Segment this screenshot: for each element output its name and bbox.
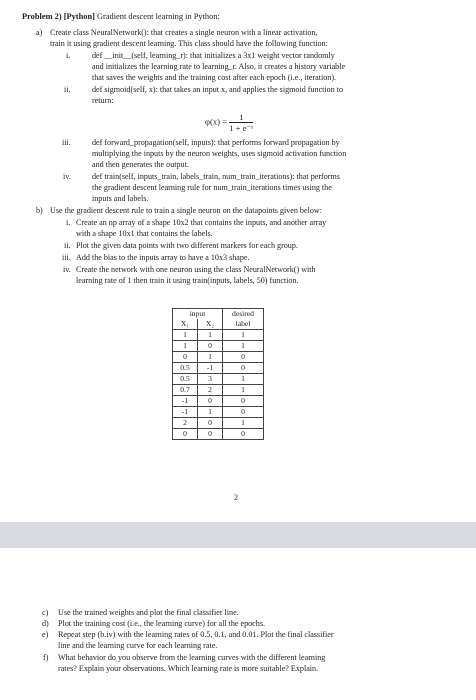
table-header-row — [173, 309, 264, 320]
cell-label: 1 — [223, 330, 264, 341]
part-b-item-iv-line-1: Create the network with one neuron using the class NeuralNetwork() with — [76, 265, 316, 274]
problem-heading — [22, 12, 220, 21]
cell-label: 1 — [223, 418, 264, 429]
cell-x2: 0 — [198, 341, 223, 352]
cell-x1: 0 — [173, 429, 198, 440]
part-a-item-iv-num: iv. — [63, 172, 71, 181]
part-d-line-1: Plot the training cost (i.e., the learning curve) for all the epochs. — [58, 619, 265, 628]
document-page-2 — [0, 548, 476, 700]
part-a-item-iii-num: iii. — [62, 138, 71, 147]
formula-fraction — [229, 112, 253, 133]
part-a-item-i-line-1: def __init__(self, learning_r): that initializes a 3x1 weight vector randomly — [92, 51, 335, 60]
problem-label: Problem 2) [Python] — [22, 12, 95, 21]
cell-x2: -1 — [198, 363, 223, 374]
part-a-item-iv-line-2: the gradient descent learning rule for num_train_iterations times using the — [92, 183, 332, 192]
formula-denominator: 1 + e⁻ˣ — [229, 123, 254, 133]
table-subheader-row — [173, 319, 264, 330]
part-a-item-i-line-3: that saves the weights and the training cost after each epoch (i.e., iteration). — [92, 73, 337, 82]
cell-x1: 1 — [173, 330, 198, 341]
header-x1: X₁ — [173, 319, 198, 330]
table-row — [173, 418, 264, 429]
part-f-letter: f) — [43, 653, 49, 662]
table-row — [173, 352, 264, 363]
formula-lhs: φ(x) = — [205, 116, 227, 127]
part-a-line-1: Create class NeuralNetwork(): that creates a single neuron with a linear activation, — [50, 28, 318, 37]
cell-x1: -1 — [173, 407, 198, 418]
part-a-item-iv-line-3: inputs and labels. — [92, 194, 149, 203]
page-separator — [0, 522, 476, 548]
part-e-line-1: Repeat step (b.iv) with the learning rates of 0.5, 0.1, and 0.01. Plot the final classifier — [58, 630, 334, 639]
header-x2: X₂ — [198, 319, 223, 330]
table-row — [173, 374, 264, 385]
cell-x2: 0 — [198, 429, 223, 440]
cell-x1: 2 — [173, 418, 198, 429]
table-row — [173, 429, 264, 440]
part-b-intro: Use the gradient descent rule to train a single neuron on the datapoints given below: — [50, 206, 322, 215]
part-a-item-iii-line-2: multiplying the inputs by the neuron weights, uses sigmoid activation function — [92, 149, 347, 158]
part-b-item-ii-line-1: Plot the given data points with two different markers for each group. — [76, 241, 298, 250]
part-b-item-i-num: i. — [66, 218, 71, 227]
part-a-item-ii-num: ii. — [64, 85, 71, 94]
cell-x1: 1 — [173, 341, 198, 352]
part-b-letter: b) — [36, 206, 43, 215]
part-c-line-1: Use the trained weights and plot the final classifier line. — [58, 608, 239, 617]
part-e-line-2: line and the learning curve for each learning rate. — [58, 641, 218, 650]
table-row — [173, 396, 264, 407]
sigmoid-formula — [205, 112, 253, 133]
table-row — [173, 407, 264, 418]
part-a-line-2: train it using gradient descent learning. This class should have the following function: — [50, 39, 328, 48]
header-input: input — [173, 309, 223, 320]
cell-x2: 3 — [198, 374, 223, 385]
part-a-item-iii-line-3: and then generates the output. — [92, 160, 189, 169]
cell-x1: -1 — [173, 396, 198, 407]
cell-label: 1 — [223, 374, 264, 385]
part-a-letter: a) — [36, 28, 43, 37]
formula-numerator: 1 — [229, 112, 253, 123]
cell-label: 0 — [223, 429, 264, 440]
table-row — [173, 330, 264, 341]
cell-label: 0 — [223, 363, 264, 374]
part-d-letter: d) — [42, 619, 49, 628]
cell-label: 0 — [223, 396, 264, 407]
header-label: label — [223, 319, 264, 330]
part-a-item-ii-line-2: return: — [92, 96, 114, 105]
part-b-item-iii-line-1: Add the bias to the inputs array to have a 10x3 shape. — [76, 253, 250, 262]
part-b-item-iv-line-2: learning rate of 1 then train it using train(inputs, labels, 50) function. — [76, 276, 299, 285]
part-a-item-i-line-2: and initializes the learning rate to learning_r. Also, it creates a history variable — [92, 62, 346, 71]
part-a-item-iv-line-1: def train(self, inputs_train, labels_train, num_train_iterations): that performs — [92, 172, 340, 181]
part-f-line-2: rates? Explain your observations. Which learning rate is more suitable? Explain. — [58, 664, 319, 673]
part-b-item-i-line-1: Create an np array of a shape 10x2 that contains the inputs, and another array — [76, 218, 327, 227]
table-row — [173, 363, 264, 374]
cell-x2: 1 — [198, 352, 223, 363]
part-c-letter: c) — [42, 608, 49, 617]
cell-x2: 1 — [198, 407, 223, 418]
part-a-item-ii-line-1: def sigmoid(self, x): that takes an input x, and applies the sigmoid function to — [92, 85, 344, 94]
part-a-item-iii-line-1: def forward_propagation(self, inputs): that performs forward propagation by — [92, 138, 340, 147]
part-e-letter: e) — [42, 630, 49, 639]
part-f-line-1: What behavior do you observe from the learning curves with the different learning — [58, 653, 326, 662]
cell-label: 1 — [223, 385, 264, 396]
part-b-item-i-line-2: with a shape 10x1 that contains the labels. — [76, 229, 213, 238]
datapoints-table — [172, 308, 264, 440]
cell-x2: 2 — [198, 385, 223, 396]
cell-label: 1 — [223, 341, 264, 352]
table-row — [173, 341, 264, 352]
problem-title: Gradient descent learning in Python: — [94, 12, 220, 21]
part-b-item-ii-num: ii. — [64, 241, 71, 250]
table-row — [173, 385, 264, 396]
cell-x2: 0 — [198, 418, 223, 429]
cell-x1: 0.5 — [173, 363, 198, 374]
cell-x1: 0.5 — [173, 374, 198, 385]
cell-x1: 0.7 — [173, 385, 198, 396]
part-b-item-iv-num: iv. — [63, 265, 71, 274]
header-desired: desired — [223, 309, 264, 320]
page-number: 2 — [234, 493, 238, 502]
cell-x2: 0 — [198, 396, 223, 407]
cell-label: 0 — [223, 407, 264, 418]
cell-x1: 0 — [173, 352, 198, 363]
cell-x2: 1 — [198, 330, 223, 341]
part-a-item-i-num: i. — [66, 51, 71, 60]
part-b-item-iii-num: iii. — [62, 253, 71, 262]
cell-label: 0 — [223, 352, 264, 363]
